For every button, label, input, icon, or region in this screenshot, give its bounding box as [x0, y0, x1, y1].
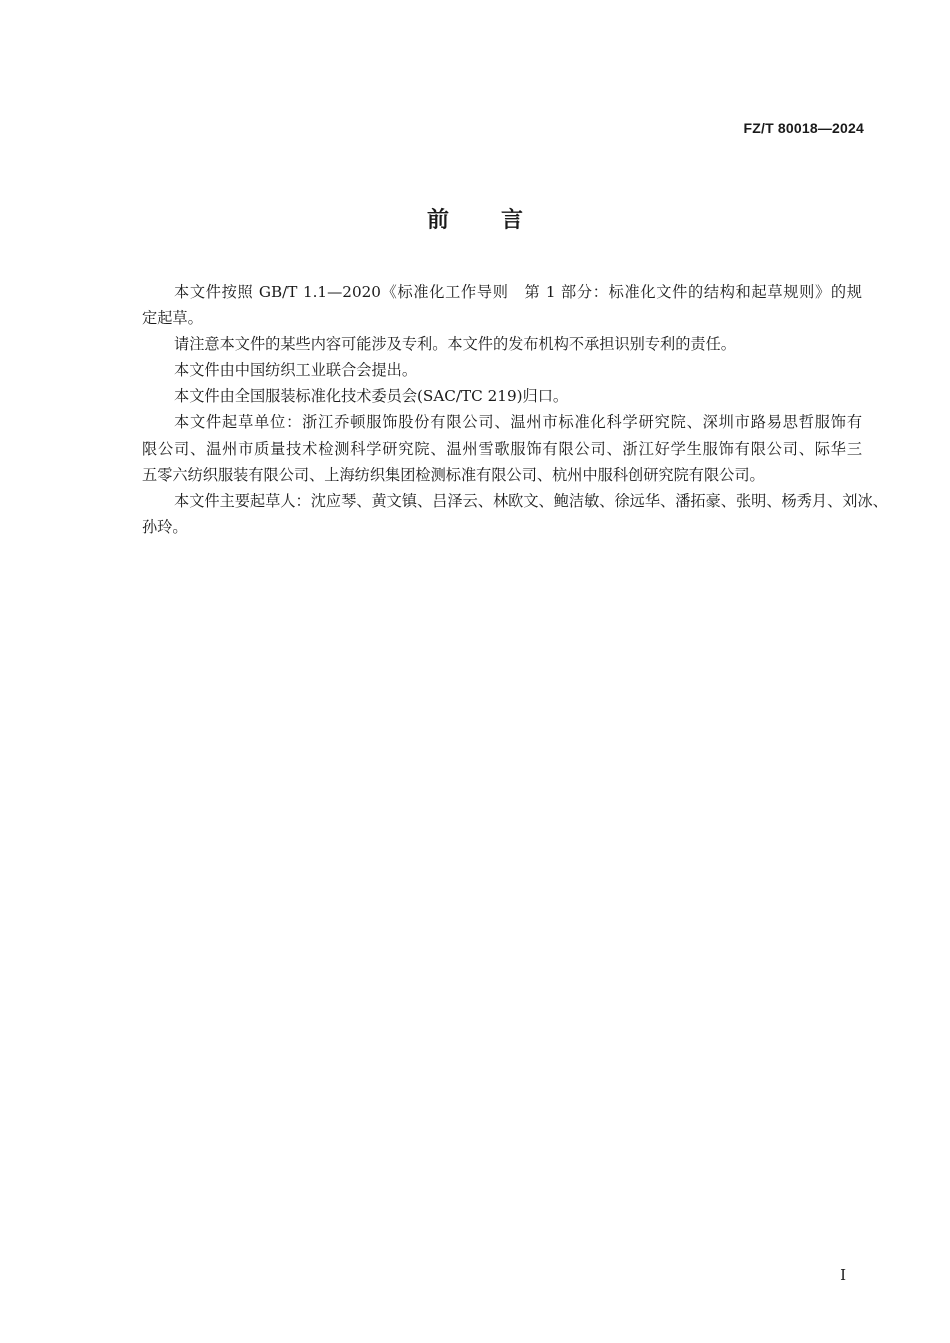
paragraph-drafting-units — [142, 409, 862, 487]
paragraph-method — [142, 279, 862, 331]
text-line: 五零六纺织服装有限公司、上海纺织集团检测标准有限公司、杭州中服科创研究院有限公司。 — [142, 465, 765, 484]
document-body — [142, 279, 888, 540]
page-number: I — [840, 1266, 846, 1284]
text-line: 本文件起草单位：浙江乔顿服饰股份有限公司、温州市标准化科学研究院、深圳市路易思哲服饰有 — [174, 413, 862, 432]
text-line: 定起草。 — [142, 309, 203, 328]
text-line: 本文件由中国纺织工业联合会提出。 — [174, 361, 417, 380]
text-line: 孙玲。 — [142, 517, 188, 536]
paragraph-proposer — [142, 357, 862, 383]
paragraph-patent — [142, 331, 862, 357]
text-line: 本文件按照 GB/T 1.1—2020《标准化工作导则 第 1 部分：标准化文件的结构和起草规则》的规 — [174, 283, 862, 301]
text-line: 限公司、温州市质量技术检测科学研究院、温州雪歌服饰有限公司、浙江好学生服饰有限公司、际华三 — [142, 439, 862, 458]
paragraph-drafters — [142, 488, 888, 540]
text-line: 本文件主要起草人：沈应琴、黄文镇、吕泽云、林欧文、鲍洁敏、徐远华、潘拓豪、张明、杨秀月、刘冰、 — [174, 491, 888, 510]
paragraph-committee — [142, 383, 862, 409]
text-line: 本文件由全国服装标准化技术委员会(SAC/TC 219)归口。 — [174, 387, 569, 406]
standard-code: FZ/T 80018—2024 — [743, 120, 864, 136]
page-title: 前言 — [426, 208, 575, 233]
text-line: 请注意本文件的某些内容可能涉及专利。本文件的发布机构不承担识别专利的责任。 — [174, 335, 736, 354]
